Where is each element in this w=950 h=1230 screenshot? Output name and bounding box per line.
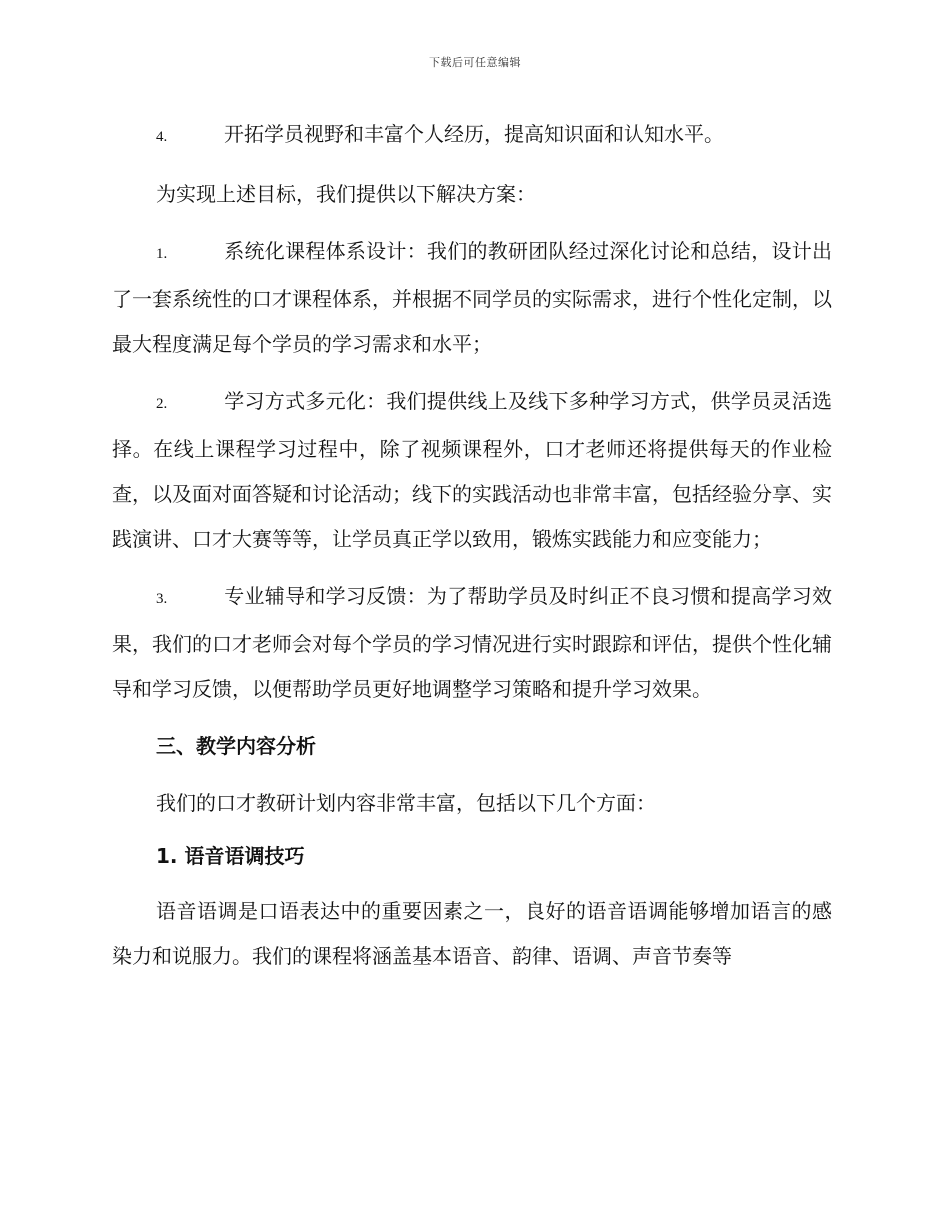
list-text: 开拓学员视野和丰富个人经历，提高知识面和认知水平。 xyxy=(224,122,724,146)
section-intro: 我们的口才教研计划内容非常丰富，包括以下几个方面： xyxy=(156,791,656,815)
list-number: 4. xyxy=(156,129,168,145)
goal-item-4 xyxy=(112,112,832,160)
solution-item-1 xyxy=(112,229,832,367)
solutions-intro: 为实现上述目标，我们提供以下解决方案： xyxy=(156,182,536,206)
list-number: 2. xyxy=(156,396,168,412)
list-number: 3. xyxy=(156,591,168,607)
page-header: 下载后可任意编辑 xyxy=(429,56,521,69)
subsection-heading: 1. 语音语调技巧 xyxy=(156,844,305,868)
list-text: 系统化课程体系设计：我们的教研团队经过深化讨论和总结，设计出了一套系统性的口才课程体系，并根据不同学员的实际需求，进行个性化定制，以最大程度满足每个学员的学习需求和水平； xyxy=(112,239,832,356)
document-body xyxy=(112,112,832,991)
section-heading: 三、教学内容分析 xyxy=(156,734,316,758)
solution-item-2 xyxy=(112,379,832,562)
list-number: 1. xyxy=(156,246,168,262)
list-text: 专业辅导和学习反馈：为了帮助学员及时纠正不良习惯和提高学习效果，我们的口才老师会对每个学员的学习情况进行实时跟踪和评估，提供个性化辅导和学习反馈，以便帮助学员更好地调整学习策略和提升学习效果。 xyxy=(112,584,832,701)
solution-item-3 xyxy=(112,574,832,712)
list-text: 学习方式多元化：我们提供线上及线下多种学习方式，供学员灵活选择。在线上课程学习过程中，除了视频课程外，口才老师还将提供每天的作业检查，以及面对面答疑和讨论活动；线下的实践活动也非常丰富，包括经验分享、实践演讲、口才大赛等等，让学员真正学以致用，锻炼实践能力和应变能力； xyxy=(112,389,832,551)
subsection-paragraph: 语音语调是口语表达中的重要因素之一，良好的语音语调能够增加语言的感染力和说服力。我们的课程将涵盖基本语音、韵律、语调、声音节奏等 xyxy=(112,899,832,968)
